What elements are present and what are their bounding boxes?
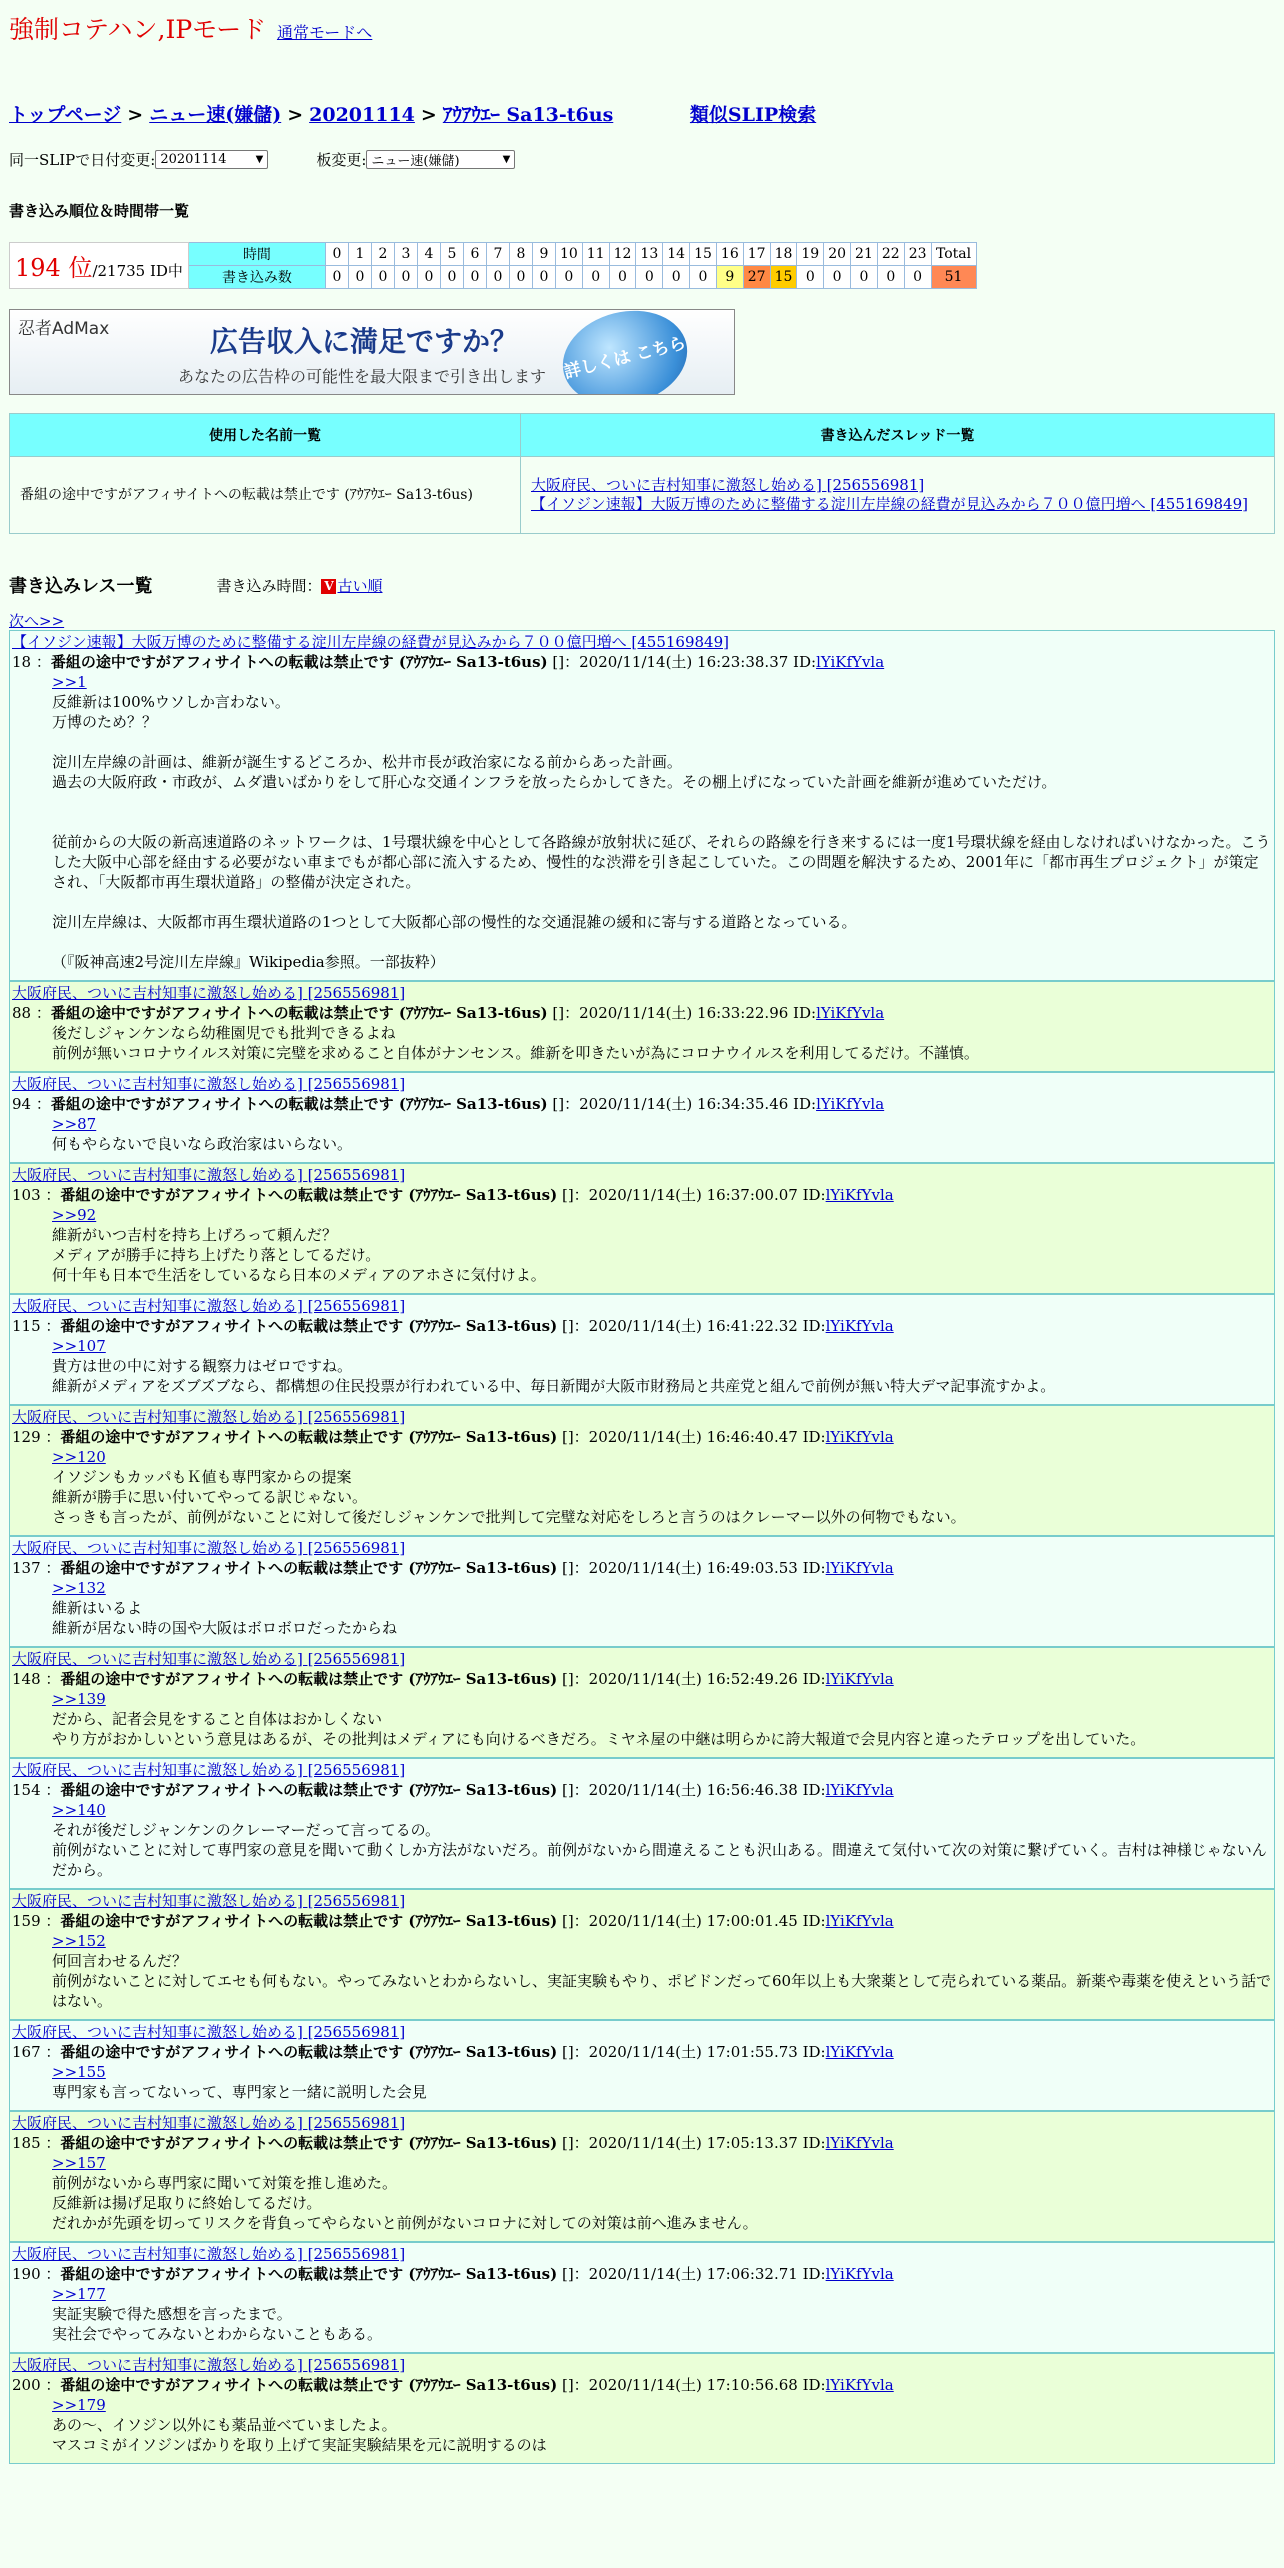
post-item bbox=[9, 1294, 1275, 1405]
post-id-link[interactable]: lYiKfYvla bbox=[816, 653, 885, 671]
hour-cell: 12 bbox=[609, 243, 636, 266]
post-text-line: 何回言わせるんだ？ bbox=[52, 1952, 188, 1970]
post-thread-link[interactable]: 大阪府民、ついに吉村知事に激怒し始める] [256556981] bbox=[12, 2114, 406, 2132]
count-cell: 0 bbox=[663, 266, 690, 289]
post-body bbox=[52, 2284, 1272, 2344]
post-thread-link[interactable]: 大阪府民、ついに吉村知事に激怒し始める] [256556981] bbox=[12, 1761, 406, 1779]
post-header: 94 ：番組の途中ですがアフィサイトへの転載は禁止です (ｱｳｱｳｴｰ Sa13-t6us) []：2020/11/14(土) 16:34:35.46 ID:lYiKfYvla bbox=[12, 1095, 885, 1113]
date-select[interactable] bbox=[155, 150, 268, 169]
post-text-line: 後だしジャンケンなら幼稚園児でも批判できるよね bbox=[52, 1024, 396, 1042]
post-item bbox=[9, 1536, 1275, 1647]
post-meta: []：2020/11/14(土) 17:06:32.71 ID: bbox=[561, 2265, 826, 2283]
post-text-line: 過去の大阪府政・市政が、ムダ遣いばかりをして肝心な交通インフラを放ったらかしてきた。その棚上げになっていた計画を維新が進めていただけ。 bbox=[52, 773, 1057, 791]
post-text-line: あの～、イソジン以外にも薬品並べていましたよ。 bbox=[52, 2416, 397, 2434]
post-meta: []：2020/11/14(土) 17:10:56.68 ID: bbox=[561, 2376, 826, 2394]
post-text-line: 維新が居ない時の国や大阪はボロボロだったからね bbox=[52, 1619, 398, 1637]
post-meta: []：2020/11/14(土) 16:37:00.07 ID: bbox=[561, 1186, 826, 1204]
post-header: 115 ：番組の途中ですがアフィサイトへの転載は禁止です (ｱｳｱｳｴｰ Sa13-t6us) []：2020/11/14(土) 16:41:22.32 ID:lYiKfYvla bbox=[12, 1317, 894, 1335]
count-cell: 0 bbox=[555, 266, 582, 289]
count-cell: 0 bbox=[463, 266, 486, 289]
post-number: 148 bbox=[12, 1670, 41, 1688]
reply-anchor-link[interactable]: >>1 bbox=[52, 673, 87, 691]
post-id-link[interactable]: lYiKfYvla bbox=[825, 1186, 894, 1204]
hour-cell: 14 bbox=[663, 243, 690, 266]
post-header: 190 ：番組の途中ですがアフィサイトへの転載は禁止です (ｱｳｱｳｴｰ Sa13-t6us) []：2020/11/14(土) 17:06:32.71 ID:lYiKfYvla bbox=[12, 2265, 894, 2283]
total-header-cell: Total bbox=[931, 243, 976, 266]
post-meta: []：2020/11/14(土) 17:00:01.45 ID: bbox=[561, 1912, 826, 1930]
post-body bbox=[52, 1336, 1272, 1396]
post-thread-link[interactable]: 大阪府民、ついに吉村知事に激怒し始める] [256556981] bbox=[12, 1650, 406, 1668]
post-text-line: マスコミがイソジンばかりを取り上げて実証実験結果を元に説明するのは bbox=[52, 2436, 547, 2454]
count-cell: 0 bbox=[904, 266, 931, 289]
post-item bbox=[9, 981, 1275, 1072]
count-cell: 0 bbox=[440, 266, 463, 289]
hour-cell: 3 bbox=[394, 243, 417, 266]
post-id-link[interactable]: lYiKfYvla bbox=[825, 1559, 894, 1577]
post-header: 18 ：番組の途中ですがアフィサイトへの転載は禁止です (ｱｳｱｳｴｰ Sa13-t6us) []：2020/11/14(土) 16:23:38.37 ID:lYiKfYvla bbox=[12, 653, 885, 671]
post-text-line: だから、記者会見をすること自体はおかしくない bbox=[52, 1710, 383, 1728]
count-cell: 0 bbox=[509, 266, 532, 289]
mode-bar bbox=[9, 10, 1275, 44]
reply-anchor-link[interactable]: >>157 bbox=[52, 2154, 106, 2172]
post-body bbox=[52, 2153, 1272, 2233]
breadcrumb-top[interactable]: トップページ bbox=[9, 104, 122, 126]
post-body bbox=[52, 1447, 1272, 1527]
board-select-value: ニュー速(嫌儲) bbox=[371, 153, 460, 169]
count-cell: 0 bbox=[690, 266, 717, 289]
rank-cell bbox=[10, 243, 189, 289]
hour-cell: 13 bbox=[636, 243, 663, 266]
breadcrumb-separator: > bbox=[127, 104, 144, 126]
count-cell: 0 bbox=[486, 266, 509, 289]
count-cell: 0 bbox=[851, 266, 878, 289]
post-text-line: 維新がメディアをズブズブなら、都構想の住民投票が行われている中、毎日新聞が大阪市財務局と共産党と組んで前例が無い特大デマ記事流すかよ。 bbox=[52, 1377, 1056, 1395]
hour-cell: 8 bbox=[509, 243, 532, 266]
post-number: 200 bbox=[12, 2376, 41, 2394]
post-item bbox=[9, 2020, 1275, 2111]
post-meta: []：2020/11/14(土) 16:41:22.32 ID: bbox=[561, 1317, 826, 1335]
chevron-down-icon: ▼ bbox=[255, 153, 264, 165]
post-item bbox=[9, 1072, 1275, 1163]
count-cell: 0 bbox=[797, 266, 824, 289]
sort-label: 書き込み時間： bbox=[216, 576, 322, 595]
blank-line bbox=[52, 932, 1272, 952]
names-column-header: 使用した名前一覧 bbox=[10, 414, 521, 457]
next-page-link[interactable]: 次へ>> bbox=[9, 612, 65, 630]
post-item bbox=[9, 1889, 1275, 2020]
post-meta: []：2020/11/14(土) 16:52:49.26 ID: bbox=[561, 1670, 826, 1688]
blank-line bbox=[52, 792, 1272, 812]
date-select-value: 20201114 bbox=[160, 151, 227, 167]
post-number: 94 bbox=[12, 1095, 32, 1113]
post-text-line: 実社会でやってみないとわからないこともある。 bbox=[52, 2325, 383, 2343]
reply-anchor-link[interactable]: >>107 bbox=[52, 1337, 106, 1355]
post-text-line: イソジンもカッパもＫ値も専門家からの提案 bbox=[52, 1468, 352, 1486]
post-number: 137 bbox=[12, 1559, 41, 1577]
post-thread-link[interactable]: 大阪府民、ついに吉村知事に激怒し始める] [256556981] bbox=[12, 984, 406, 1002]
post-id-link[interactable]: lYiKfYvla bbox=[825, 1317, 894, 1335]
hour-cell: 15 bbox=[690, 243, 717, 266]
hour-cell: 22 bbox=[877, 243, 904, 266]
total-count-cell: 51 bbox=[931, 266, 976, 289]
ad-details-button[interactable]: 詳しくは こちら bbox=[553, 309, 698, 395]
date-change-label: 同一SLIPで日付変更: bbox=[9, 150, 156, 169]
threads-column-header: 書き込んだスレッド一覧 bbox=[521, 414, 1275, 457]
post-text-line: 前例がないことに対して専門家の意見を聞いて動くしか方法がないだろ。前例がないから間違えることも沢山ある。間違えて気付いて次の対策に繋げていく。吉村は神様じゃないんだから。 bbox=[52, 1841, 1267, 1879]
post-body bbox=[52, 1205, 1272, 1285]
post-text-line: 実証実験で得た感想を言ったまで。 bbox=[52, 2305, 292, 2323]
post-thread-link[interactable]: 大阪府民、ついに吉村知事に激怒し始める] [256556981] bbox=[12, 1539, 406, 1557]
responses-title: 書き込みレス一覧 bbox=[9, 576, 153, 597]
count-cell: 0 bbox=[325, 266, 348, 289]
post-body bbox=[52, 1931, 1272, 2011]
post-body bbox=[52, 1800, 1272, 1880]
sort-order-icon: V bbox=[321, 579, 336, 594]
hour-cell: 6 bbox=[463, 243, 486, 266]
post-list bbox=[9, 630, 1275, 2464]
hour-cell: 9 bbox=[532, 243, 555, 266]
post-thread-link[interactable]: 大阪府民、ついに吉村知事に激怒し始める] [256556981] bbox=[12, 1075, 406, 1093]
reply-anchor-link[interactable]: >>179 bbox=[52, 2396, 106, 2414]
post-body bbox=[52, 1023, 1272, 1063]
hour-cell: 1 bbox=[348, 243, 371, 266]
post-id-link[interactable]: lYiKfYvla bbox=[825, 2265, 894, 2283]
normal-mode-link[interactable]: 通常モードへ bbox=[276, 23, 373, 42]
breadcrumb bbox=[9, 100, 1275, 130]
count-cell: 9 bbox=[716, 266, 743, 289]
hour-cell: 2 bbox=[371, 243, 394, 266]
post-body bbox=[52, 1689, 1272, 1749]
hour-cell: 16 bbox=[716, 243, 743, 266]
post-id-link[interactable]: lYiKfYvla bbox=[825, 2376, 894, 2394]
post-thread-link[interactable]: 大阪府民、ついに吉村知事に激怒し始める] [256556981] bbox=[12, 1892, 406, 1910]
hour-cell: 0 bbox=[325, 243, 348, 266]
post-body bbox=[52, 1114, 1272, 1154]
reply-anchor-link[interactable]: >>132 bbox=[52, 1579, 106, 1597]
post-text-line: さっきも言ったが、前例がないことに対して後だしジャンケンで批判して完璧な対応をしろと言うのはクレーマー以外の何物でもない。 bbox=[52, 1508, 966, 1526]
post-header: 129 ：番組の途中ですがアフィサイトへの転載は禁止です (ｱｳｱｳｴｰ Sa13-t6us) []：2020/11/14(土) 16:46:40.47 ID:lYiKfYvla bbox=[12, 1428, 894, 1446]
ad-logo: 忍者AdMax bbox=[18, 319, 110, 339]
reply-anchor-link[interactable]: >>152 bbox=[52, 1932, 106, 1950]
count-cell: 0 bbox=[417, 266, 440, 289]
blank-line bbox=[52, 892, 1272, 912]
post-id-link[interactable]: lYiKfYvla bbox=[816, 1095, 885, 1113]
post-id-link[interactable]: lYiKfYvla bbox=[816, 1004, 885, 1022]
post-text-line: 前例がないから専門家に聞いて対策を推し進めた。 bbox=[52, 2174, 398, 2192]
count-cell: 0 bbox=[824, 266, 851, 289]
post-body bbox=[52, 672, 1272, 972]
post-author: 番組の途中ですがアフィサイトへの転載は禁止です (ｱｳｱｳｴｰ Sa13-t6us) bbox=[60, 1186, 558, 1204]
reply-anchor-link[interactable]: >>139 bbox=[52, 1690, 106, 1708]
breadcrumb-slip[interactable]: ｱｳｱｳｴｰ Sa13-t6us bbox=[442, 104, 614, 126]
post-thread-link[interactable]: 大阪府民、ついに吉村知事に激怒し始める] [256556981] bbox=[12, 1297, 406, 1315]
post-author: 番組の途中ですがアフィサイトへの転載は禁止です (ｱｳｱｳｴｰ Sa13-t6us) bbox=[60, 2043, 558, 2061]
hour-cell: 21 bbox=[851, 243, 878, 266]
ad-banner[interactable] bbox=[9, 309, 735, 395]
post-text-line: 維新が勝手に思い付いてやってる訳じゃない。 bbox=[52, 1488, 368, 1506]
post-thread-link[interactable]: 【イソジン速報】大阪万博のために整備する淀川左岸線の経費が見込みから７００億円増へ [455169849] bbox=[12, 633, 729, 651]
ranking-table bbox=[9, 242, 977, 289]
post-text-line: 反維新は100%ウソしか言わない。 bbox=[52, 693, 290, 711]
post-number: 167 bbox=[12, 2043, 41, 2061]
post-text-line: 専門家も言ってないって、専門家と一緒に説明した会見 bbox=[52, 2083, 427, 2101]
post-author: 番組の途中ですがアフィサイトへの転載は禁止です (ｱｳｱｳｴｰ Sa13-t6us) bbox=[50, 1095, 548, 1113]
breadcrumb-date[interactable]: 20201114 bbox=[309, 104, 415, 126]
post-number: 159 bbox=[12, 1912, 41, 1930]
blank-line bbox=[52, 812, 1272, 832]
post-text-line: 反維新は揚げ足取りに終始してるだけ。 bbox=[52, 2194, 322, 2212]
breadcrumb-separator: > bbox=[287, 104, 304, 126]
post-author: 番組の途中ですがアフィサイトへの転載は禁止です (ｱｳｱｳｴｰ Sa13-t6us) bbox=[60, 1781, 558, 1799]
post-thread-link[interactable]: 大阪府民、ついに吉村知事に激怒し始める] [256556981] bbox=[12, 2245, 406, 2263]
hour-cell: 10 bbox=[555, 243, 582, 266]
post-text-line: やり方がおかしいという意見はあるが、その批判はメディアにも向けるべきだろ。ミヤネ屋の中継は明らかに誇大報道で会見内容と違ったテロップを出していた。 bbox=[52, 1730, 1146, 1748]
hour-cell: 17 bbox=[743, 243, 770, 266]
count-cell: 15 bbox=[770, 266, 797, 289]
rank-total: /21735 ID中 bbox=[92, 262, 183, 280]
post-text-line: 万博のため？？ bbox=[52, 713, 158, 731]
post-text-line: 維新はいるよ bbox=[52, 1599, 143, 1617]
post-author: 番組の途中ですがアフィサイトへの転載は禁止です (ｱｳｱｳｴｰ Sa13-t6us) bbox=[60, 2376, 558, 2394]
post-header: 159 ：番組の途中ですがアフィサイトへの転載は禁止です (ｱｳｱｳｴｰ Sa13-t6us) []：2020/11/14(土) 17:00:01.45 ID:lYiKfYvla bbox=[12, 1912, 894, 1930]
count-cell: 0 bbox=[532, 266, 555, 289]
post-number: 185 bbox=[12, 2134, 41, 2152]
post-text-line: だれかが先頭を切ってリスクを背負ってやらないと前例がないコロナに対しての対策は前へ進みません。 bbox=[52, 2214, 758, 2232]
post-item bbox=[9, 630, 1275, 981]
post-thread-link[interactable]: 大阪府民、ついに吉村知事に激怒し始める] [256556981] bbox=[12, 2023, 406, 2041]
post-thread-link[interactable]: 大阪府民、ついに吉村知事に激怒し始める] [256556981] bbox=[12, 1166, 406, 1184]
post-header: 154 ：番組の途中ですがアフィサイトへの転載は禁止です (ｱｳｱｳｴｰ Sa13-t6us) []：2020/11/14(土) 16:56:46.38 ID:lYiKfYvla bbox=[12, 1781, 894, 1799]
post-item bbox=[9, 2111, 1275, 2242]
post-text-line: 貴方は世の中に対する観察力はゼロですね。 bbox=[52, 1357, 353, 1375]
post-header: 167 ：番組の途中ですがアフィサイトへの転載は禁止です (ｱｳｱｳｴｰ Sa13-t6us) []：2020/11/14(土) 17:01:55.73 ID:lYiKfYvla bbox=[12, 2043, 894, 2061]
count-cell: 0 bbox=[636, 266, 663, 289]
post-id-link[interactable]: lYiKfYvla bbox=[825, 1912, 894, 1930]
count-cell: 0 bbox=[394, 266, 417, 289]
thread-link[interactable]: 大阪府民、ついに吉村知事に激怒し始める] [256556981] bbox=[531, 476, 925, 494]
post-number: 190 bbox=[12, 2265, 41, 2283]
post-author: 番組の途中ですがアフィサイトへの転載は禁止です (ｱｳｱｳｴｰ Sa13-t6us) bbox=[60, 2265, 558, 2283]
post-number: 103 bbox=[12, 1186, 41, 1204]
post-text-line: 何十年も日本で生活をしているなら日本のメディアのアホさに気付けよ。 bbox=[52, 1266, 546, 1284]
post-header: 137 ：番組の途中ですがアフィサイトへの転載は禁止です (ｱｳｱｳｴｰ Sa13-t6us) []：2020/11/14(土) 16:49:03.53 ID:lYiKfYvla bbox=[12, 1559, 894, 1577]
hour-cell: 7 bbox=[486, 243, 509, 266]
count-row-label: 書き込み数 bbox=[188, 266, 325, 289]
hour-cell: 18 bbox=[770, 243, 797, 266]
post-author: 番組の途中ですがアフィサイトへの転載は禁止です (ｱｳｱｳｴｰ Sa13-t6us) bbox=[60, 1317, 558, 1335]
similar-slip-search-link[interactable]: 類似SLIP検索 bbox=[689, 104, 817, 126]
hour-cell: 4 bbox=[417, 243, 440, 266]
post-header: 88 ：番組の途中ですがアフィサイトへの転載は禁止です (ｱｳｱｳｴｰ Sa13-t6us) []：2020/11/14(土) 16:33:22.96 ID:lYiKfYvla bbox=[12, 1004, 885, 1022]
post-text-line: 何もやらないで良いなら政治家はいらない。 bbox=[52, 1135, 353, 1153]
thread-link[interactable]: 【イソジン速報】大阪万博のために整備する淀川左岸線の経費が見込みから７００億円増へ [455169849] bbox=[531, 495, 1248, 513]
post-number: 115 bbox=[12, 1317, 41, 1335]
reply-anchor-link[interactable]: >>92 bbox=[52, 1206, 97, 1224]
post-author: 番組の途中ですがアフィサイトへの転載は禁止です (ｱｳｱｳｴｰ Sa13-t6us) bbox=[60, 1912, 558, 1930]
post-body bbox=[52, 2062, 1272, 2102]
post-meta: []：2020/11/14(土) 17:01:55.73 ID: bbox=[561, 2043, 826, 2061]
mode-title: 強制コテハン,IPモード bbox=[9, 15, 267, 44]
post-text-line: 従前からの大阪の新高速道路のネットワークは、1号環状線を中心として各路線が放射状に延び、それらの路線を行き来するには一度1号環状線を経由しなければいけなかった。こうした大阪中心部を経由する必要がない車までもが都心部に流入するため、慢性的な渋滞を引き起こしていた。この問題を解決するため、2001年に「都市再生プロジェクト」が策定され、「大阪都市再生環状道路」の整備が決定された。 bbox=[52, 833, 1271, 891]
board-change-label: 板変更: bbox=[316, 150, 367, 169]
post-id-link[interactable]: lYiKfYvla bbox=[825, 2043, 894, 2061]
post-header: 103 ：番組の途中ですがアフィサイトへの転載は禁止です (ｱｳｱｳｴｰ Sa13-t6us) []：2020/11/14(土) 16:37:00.07 ID:lYiKfYvla bbox=[12, 1186, 894, 1204]
used-name-cell: 番組の途中ですがアフィサイトへの転載は禁止です (ｱｳｱｳｴｰ Sa13-t6us) bbox=[10, 457, 521, 534]
post-meta: []：2020/11/14(土) 17:05:13.37 ID: bbox=[561, 2134, 826, 2152]
hour-row-label: 時間 bbox=[188, 243, 325, 266]
count-cell: 0 bbox=[877, 266, 904, 289]
post-meta: []：2020/11/14(土) 16:49:03.53 ID: bbox=[561, 1559, 826, 1577]
sort-control bbox=[216, 575, 382, 596]
reply-anchor-link[interactable]: >>120 bbox=[52, 1448, 106, 1466]
chevron-down-icon: ▼ bbox=[502, 153, 511, 165]
rank-number: 194 位 bbox=[15, 254, 93, 282]
post-item bbox=[9, 2353, 1275, 2464]
post-meta: []：2020/11/14(土) 16:46:40.47 ID: bbox=[561, 1428, 826, 1446]
post-text-line: 淀川左岸線の計画は、維新が誕生するどころか、松井市長が政治家になる前からあった計画。 bbox=[52, 753, 682, 771]
post-header: 185 ：番組の途中ですがアフィサイトへの転載は禁止です (ｱｳｱｳｴｰ Sa13-t6us) []：2020/11/14(土) 17:05:13.37 ID:lYiKfYvla bbox=[12, 2134, 894, 2152]
post-id-link[interactable]: lYiKfYvla bbox=[825, 1670, 894, 1688]
ad-headline: 広告収入に満足ですか？ bbox=[210, 325, 519, 358]
post-body bbox=[52, 2395, 1272, 2455]
post-meta: []：2020/11/14(土) 16:56:46.38 ID: bbox=[561, 1781, 826, 1799]
post-body bbox=[52, 1578, 1272, 1638]
post-number: 18 bbox=[12, 653, 32, 671]
breadcrumb-board[interactable]: ニュー速(嫌儲) bbox=[149, 104, 282, 126]
post-id-link[interactable]: lYiKfYvla bbox=[825, 1428, 894, 1446]
reply-anchor-link[interactable]: >>140 bbox=[52, 1801, 106, 1819]
post-meta: []：2020/11/14(土) 16:33:22.96 ID: bbox=[552, 1004, 817, 1022]
post-text-line: 前例が無いコロナウイルス対策に完璧を求めること自体がナンセンス。維新を叩きたいが為にコロナウイルスを利用してるだけ。不謹慎。 bbox=[52, 1044, 979, 1062]
post-text-line: それが後だしジャンケンのクレーマーだって言ってるの。 bbox=[52, 1821, 441, 1839]
blank-line bbox=[52, 732, 1272, 752]
post-author: 番組の途中ですがアフィサイトへの転載は禁止です (ｱｳｱｳｴｰ Sa13-t6us) bbox=[60, 1670, 558, 1688]
threads-cell bbox=[521, 457, 1275, 534]
post-author: 番組の途中ですがアフィサイトへの転載は禁止です (ｱｳｱｳｴｰ Sa13-t6us) bbox=[60, 1559, 558, 1577]
post-number: 129 bbox=[12, 1428, 41, 1446]
post-header: 148 ：番組の途中ですがアフィサイトへの転載は禁止です (ｱｳｱｳｴｰ Sa13-t6us) []：2020/11/14(土) 16:52:49.26 ID:lYiKfYvla bbox=[12, 1670, 894, 1688]
ad-subtext: あなたの広告枠の可能性を最大限まで引き出します bbox=[178, 367, 547, 386]
post-author: 番組の途中ですがアフィサイトへの転載は禁止です (ｱｳｱｳｴｰ Sa13-t6us) bbox=[60, 1428, 558, 1446]
hour-cell: 20 bbox=[824, 243, 851, 266]
breadcrumb-separator: > bbox=[420, 104, 437, 126]
post-number: 88 bbox=[12, 1004, 32, 1022]
post-text-line: メディアが勝手に持ち上げたり落としてるだけ。 bbox=[52, 1246, 381, 1264]
reply-anchor-link[interactable]: >>155 bbox=[52, 2063, 106, 2081]
board-select[interactable] bbox=[366, 150, 515, 169]
hour-cell: 23 bbox=[904, 243, 931, 266]
post-item bbox=[9, 2242, 1275, 2353]
post-thread-link[interactable]: 大阪府民、ついに吉村知事に激怒し始める] [256556981] bbox=[12, 2356, 406, 2374]
post-id-link[interactable]: lYiKfYvla bbox=[825, 2134, 894, 2152]
post-meta: []：2020/11/14(土) 16:34:35.46 ID: bbox=[552, 1095, 817, 1113]
responses-header bbox=[9, 570, 1275, 600]
count-cell: 0 bbox=[348, 266, 371, 289]
post-author: 番組の途中ですがアフィサイトへの転載は禁止です (ｱｳｱｳｴｰ Sa13-t6us) bbox=[60, 2134, 558, 2152]
post-number: 154 bbox=[12, 1781, 41, 1799]
post-id-link[interactable]: lYiKfYvla bbox=[825, 1781, 894, 1799]
reply-anchor-link[interactable]: >>177 bbox=[52, 2285, 106, 2303]
post-text-line: 淀川左岸線は、大阪都市再生環状道路の1つとして大阪都心部の慢性的な交通混雑の緩和に寄与する道路となっている。 bbox=[52, 913, 857, 931]
post-author: 番組の途中ですがアフィサイトへの転載は禁止です (ｱｳｱｳｴｰ Sa13-t6us) bbox=[50, 653, 548, 671]
count-cell: 27 bbox=[743, 266, 770, 289]
post-item bbox=[9, 1163, 1275, 1294]
post-text-line: 維新がいつ吉村を持ち上げろって頼んだ？ bbox=[52, 1226, 338, 1244]
count-cell: 0 bbox=[609, 266, 636, 289]
reply-anchor-link[interactable]: >>87 bbox=[52, 1115, 97, 1133]
post-text-line: （『阪神高速2号淀川左岸線』Wikipedia参照。一部抜粋） bbox=[52, 953, 445, 971]
count-cell: 0 bbox=[582, 266, 609, 289]
ranking-title: 書き込み順位＆時間帯一覧 bbox=[9, 202, 190, 220]
post-header: 200 ：番組の途中ですがアフィサイトへの転載は禁止です (ｱｳｱｳｴｰ Sa13-t6us) []：2020/11/14(土) 17:10:56.68 ID:lYiKfYvla bbox=[12, 2376, 894, 2394]
post-meta: []：2020/11/14(土) 16:23:38.37 ID: bbox=[552, 653, 817, 671]
filter-bar bbox=[9, 144, 1275, 174]
post-author: 番組の途中ですがアフィサイトへの転載は禁止です (ｱｳｱｳｴｰ Sa13-t6us) bbox=[50, 1004, 548, 1022]
names-threads-table bbox=[9, 413, 1275, 534]
count-cell: 0 bbox=[371, 266, 394, 289]
post-text-line: 前例がないことに対してエセも何もない。やってみないとわからないし、実証実験もやり、ポビドンだって60年以上も大衆薬として売られている薬品。新薬や毒薬を使えという話ではない。 bbox=[52, 1972, 1272, 2010]
post-item bbox=[9, 1647, 1275, 1758]
post-item bbox=[9, 1758, 1275, 1889]
sort-oldest-link[interactable]: 古い順 bbox=[337, 576, 383, 595]
pagination bbox=[9, 610, 1275, 630]
post-item bbox=[9, 1405, 1275, 1536]
hour-cell: 19 bbox=[797, 243, 824, 266]
hour-cell: 11 bbox=[582, 243, 609, 266]
hour-cell: 5 bbox=[440, 243, 463, 266]
post-thread-link[interactable]: 大阪府民、ついに吉村知事に激怒し始める] [256556981] bbox=[12, 1408, 406, 1426]
